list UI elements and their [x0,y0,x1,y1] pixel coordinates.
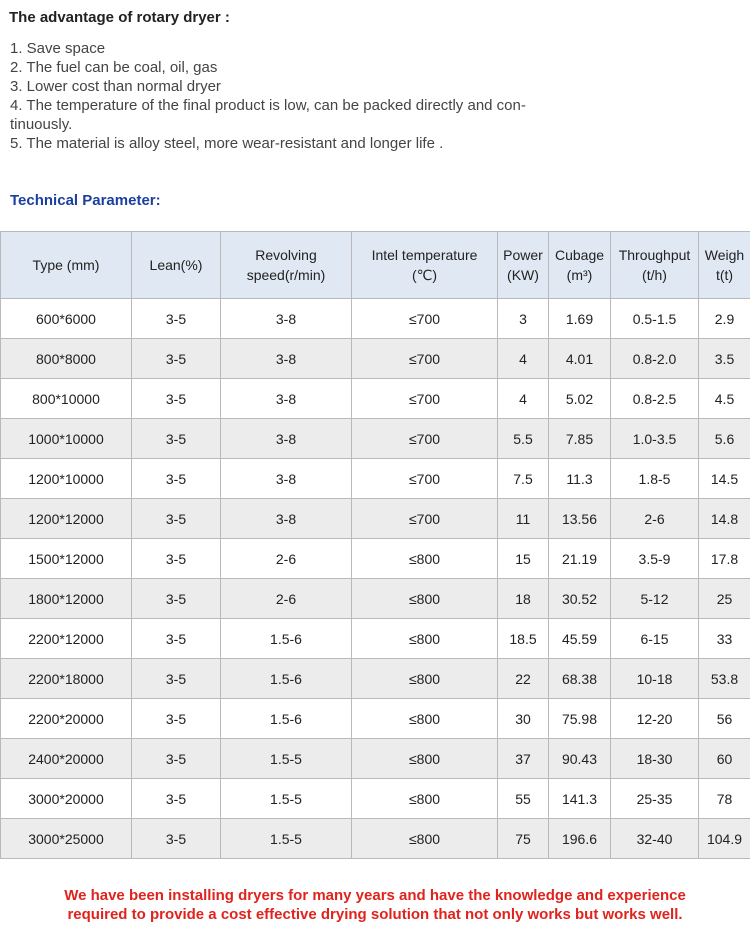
cell-type: 1800*12000 [1,579,132,619]
cell-power: 18.5 [498,619,549,659]
table-row [1,499,750,539]
table-row [1,459,750,499]
header-text: Cubage [554,247,605,263]
cell-throughput: 0.8-2.0 [611,339,699,379]
cell-weight: 25 [699,579,750,619]
advantage-item: 2. The fuel can be coal, oil, gas [10,59,218,76]
cell-weight: 78 [699,779,750,819]
cell-cubage: 141.3 [549,779,611,819]
note-line: We have been installing dryers for many years and have the knowledge and experience [64,887,686,904]
cell-weight: 4.5 [699,379,750,419]
cell-cubage: 13.56 [549,499,611,539]
table-row [1,579,750,619]
cell-type: 800*10000 [1,379,132,419]
header-text: Weigh [704,247,745,263]
table-row [1,419,750,459]
cell-power: 37 [498,739,549,779]
cell-speed: 3-8 [221,379,352,419]
cell-power: 4 [498,339,549,379]
header-text: speed(r/min) [246,267,326,283]
cell-throughput: 0.5-1.5 [611,299,699,339]
cell-power: 7.5 [498,459,549,499]
table-row [1,779,750,819]
cell-speed: 1.5-5 [221,739,352,779]
cell-speed: 1.5-5 [221,819,352,859]
table-row [1,539,750,579]
cell-power: 30 [498,699,549,739]
header-text: Lean(%) [149,257,203,273]
advantages-list [10,39,610,153]
cell-type: 1500*12000 [1,539,132,579]
cell-weight: 33 [699,619,750,659]
cell-lean: 3-5 [132,419,221,459]
cell-speed: 1.5-5 [221,779,352,819]
cell-lean: 3-5 [132,779,221,819]
cell-throughput: 32-40 [611,819,699,859]
header-intel-temperature [352,232,498,299]
cell-temperature: ≤700 [352,299,498,339]
advantage-item: 4. The temperature of the final product is low, can be packed directly and con- [10,97,526,114]
cell-throughput: 18-30 [611,739,699,779]
header-text: t(t) [715,267,734,283]
cell-temperature: ≤700 [352,419,498,459]
cell-type: 1000*10000 [1,419,132,459]
header-power [498,232,549,299]
cell-speed: 3-8 [221,499,352,539]
header-text: (m³) [566,267,593,283]
advantage-item-continuation: tinuously. [10,116,73,133]
cell-throughput: 0.8-2.5 [611,379,699,419]
cell-weight: 14.5 [699,459,750,499]
cell-weight: 5.6 [699,419,750,459]
cell-temperature: ≤700 [352,459,498,499]
cell-throughput: 3.5-9 [611,539,699,579]
table-row [1,659,750,699]
cell-speed: 1.5-6 [221,619,352,659]
cell-throughput: 2-6 [611,499,699,539]
cell-type: 800*8000 [1,339,132,379]
cell-lean: 3-5 [132,739,221,779]
cell-power: 55 [498,779,549,819]
cell-weight: 53.8 [699,659,750,699]
cell-power: 15 [498,539,549,579]
cell-lean: 3-5 [132,819,221,859]
cell-cubage: 45.59 [549,619,611,659]
cell-lean: 3-5 [132,379,221,419]
cell-lean: 3-5 [132,339,221,379]
cell-power: 18 [498,579,549,619]
cell-type: 2200*20000 [1,699,132,739]
header-text: Type (mm) [32,257,100,273]
table-body [1,299,750,859]
cell-power: 22 [498,659,549,699]
installation-note [0,886,750,924]
cell-temperature: ≤800 [352,739,498,779]
cell-type: 3000*25000 [1,819,132,859]
table-row [1,379,750,419]
cell-cubage: 196.6 [549,819,611,859]
cell-cubage: 1.69 [549,299,611,339]
header-text: Throughput [618,247,691,263]
cell-weight: 60 [699,739,750,779]
table-row [1,739,750,779]
technical-parameter-table [0,231,750,859]
cell-lean: 3-5 [132,659,221,699]
header-text: (t/h) [642,267,667,283]
cell-weight: 56 [699,699,750,739]
cell-speed: 2-6 [221,579,352,619]
table-row [1,819,750,859]
cell-speed: 3-8 [221,299,352,339]
advantage-item: 5. The material is alloy steel, more wear-resistant and longer life . [10,135,444,152]
cell-cubage: 21.19 [549,539,611,579]
header-throughput [611,232,699,299]
header-type [1,232,132,299]
cell-speed: 1.5-6 [221,699,352,739]
header-text: Intel temperature [371,247,478,263]
cell-throughput: 5-12 [611,579,699,619]
cell-temperature: ≤800 [352,579,498,619]
cell-speed: 2-6 [221,539,352,579]
cell-throughput: 1.0-3.5 [611,419,699,459]
cell-power: 75 [498,819,549,859]
cell-cubage: 4.01 [549,339,611,379]
cell-weight: 2.9 [699,299,750,339]
cell-throughput: 6-15 [611,619,699,659]
cell-type: 2200*18000 [1,659,132,699]
cell-lean: 3-5 [132,699,221,739]
cell-type: 2400*20000 [1,739,132,779]
cell-temperature: ≤700 [352,379,498,419]
cell-power: 5.5 [498,419,549,459]
cell-power: 4 [498,379,549,419]
cell-lean: 3-5 [132,539,221,579]
cell-lean: 3-5 [132,579,221,619]
cell-cubage: 30.52 [549,579,611,619]
cell-cubage: 75.98 [549,699,611,739]
table-row [1,299,750,339]
cell-temperature: ≤800 [352,819,498,859]
cell-temperature: ≤800 [352,699,498,739]
cell-speed: 3-8 [221,339,352,379]
header-text: Power [503,247,543,263]
cell-throughput: 25-35 [611,779,699,819]
cell-speed: 3-8 [221,419,352,459]
header-lean [132,232,221,299]
header-text: (℃) [411,267,438,283]
cell-cubage: 11.3 [549,459,611,499]
table-header-row [1,232,750,299]
header-text: (KW) [507,267,539,283]
cell-type: 1200*12000 [1,499,132,539]
cell-throughput: 10-18 [611,659,699,699]
cell-type: 3000*20000 [1,779,132,819]
table-row [1,619,750,659]
cell-temperature: ≤700 [352,499,498,539]
cell-speed: 1.5-6 [221,659,352,699]
header-weight [699,232,750,299]
technical-parameter-title: Technical Parameter: [10,192,161,209]
cell-cubage: 90.43 [549,739,611,779]
cell-temperature: ≤800 [352,659,498,699]
cell-power: 3 [498,299,549,339]
cell-temperature: ≤800 [352,619,498,659]
advantage-item: 1. Save space [10,40,106,57]
note-line: required to provide a cost effective drying solution that not only works but works well. [67,906,683,923]
cell-power: 11 [498,499,549,539]
cell-temperature: ≤800 [352,539,498,579]
cell-weight: 3.5 [699,339,750,379]
cell-throughput: 1.8-5 [611,459,699,499]
advantage-item: 3. Lower cost than normal dryer [10,78,221,95]
cell-lean: 3-5 [132,299,221,339]
cell-temperature: ≤700 [352,339,498,379]
header-text: Revolving [255,247,317,263]
cell-type: 1200*10000 [1,459,132,499]
cell-lean: 3-5 [132,459,221,499]
table-row [1,699,750,739]
cell-cubage: 68.38 [549,659,611,699]
cell-type: 600*6000 [1,299,132,339]
cell-weight: 14.8 [699,499,750,539]
cell-throughput: 12-20 [611,699,699,739]
cell-lean: 3-5 [132,499,221,539]
cell-cubage: 5.02 [549,379,611,419]
table-row [1,339,750,379]
cell-lean: 3-5 [132,619,221,659]
cell-cubage: 7.85 [549,419,611,459]
cell-type: 2200*12000 [1,619,132,659]
header-revolving-speed [221,232,352,299]
cell-speed: 3-8 [221,459,352,499]
cell-weight: 17.8 [699,539,750,579]
cell-temperature: ≤800 [352,779,498,819]
cell-weight: 104.9 [699,819,750,859]
advantages-heading: The advantage of rotary dryer : [9,9,230,26]
header-cubage [549,232,611,299]
